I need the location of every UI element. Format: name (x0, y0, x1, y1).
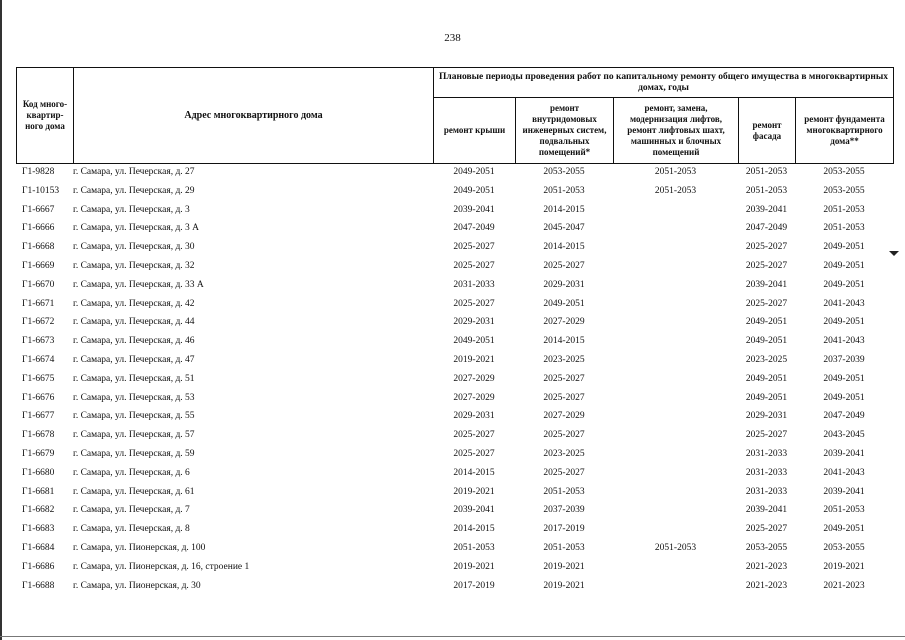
foundation-period: 2053-2055 (823, 167, 865, 177)
elevator-period: 2051-2053 (654, 167, 697, 177)
house-code: Г1-6679 (22, 448, 55, 459)
roof-period: 2049-2051 (453, 185, 495, 196)
roof-period: 2027-2029 (453, 373, 495, 384)
house-code: Г1-6675 (22, 373, 55, 384)
header-code: Код много-квартир-ного дома (17, 68, 74, 164)
foundation-period: 2053-2055 (823, 542, 865, 553)
engineering-period: 2017-2019 (543, 524, 585, 535)
house-code: Г1-6678 (22, 430, 55, 441)
roof-period: 2049-2051 (453, 167, 495, 177)
facade-period: 2025-2027 (745, 430, 788, 441)
table-row (16, 257, 893, 276)
engineering-period: 2023-2025 (543, 354, 585, 365)
house-address: г. Самара, ул. Печерская, д. 7 (73, 505, 190, 516)
foundation-period: 2043-2045 (823, 430, 865, 441)
foundation-period: 2039-2041 (823, 448, 865, 459)
house-address: г. Самара, ул. Печерская, д. 30 (73, 242, 195, 253)
house-code: Г1-6682 (22, 505, 55, 516)
house-code: Г1-9828 (22, 167, 55, 177)
foundation-period: 2041-2043 (823, 336, 865, 347)
engineering-period: 2025-2027 (543, 430, 585, 441)
house-code: Г1-6666 (22, 223, 55, 234)
table-row (16, 577, 893, 596)
facade-period: 2025-2027 (745, 524, 788, 535)
engineering-period: 2027-2029 (543, 411, 585, 422)
facade-period: 2053-2055 (745, 542, 788, 553)
facade-period: 2051-2053 (745, 185, 788, 196)
house-code: Г1-6669 (22, 260, 55, 271)
scan-left-border (0, 0, 2, 640)
house-address: г. Самара, ул. Пионерская, д. 16, строение 1 (73, 561, 250, 572)
house-address: г. Самара, ул. Печерская, д. 55 (73, 411, 195, 422)
house-address: г. Самара, ул. Печерская, д. 42 (73, 298, 195, 309)
roof-period: 2025-2027 (453, 448, 495, 459)
engineering-period: 2023-2025 (543, 448, 585, 459)
foundation-period: 2041-2043 (823, 467, 865, 478)
table-row (16, 313, 893, 332)
engineering-period: 2051-2053 (543, 486, 585, 497)
facade-period: 2021-2023 (745, 580, 788, 591)
house-code: Г1-6676 (22, 392, 55, 403)
engineering-period: 2014-2015 (543, 242, 585, 253)
table-row (16, 464, 893, 483)
house-address: г. Самара, ул. Пионерская, д. 100 (73, 542, 206, 553)
foundation-period: 2041-2043 (823, 298, 865, 309)
table-body (16, 163, 893, 595)
elevator-period: 2051-2053 (654, 185, 697, 196)
header-engineering: ремонт внутридомовых инженерных систем, подвальных помещений* (516, 98, 614, 164)
table-row (16, 445, 893, 464)
facade-period: 2049-2051 (745, 336, 788, 347)
engineering-period: 2027-2029 (543, 317, 585, 328)
roof-period: 2029-2031 (453, 411, 495, 422)
roof-period: 2039-2041 (453, 204, 495, 215)
engineering-period: 2051-2053 (543, 542, 585, 553)
table-row (16, 238, 893, 257)
facade-period: 2039-2041 (745, 505, 788, 516)
house-code: Г1-6673 (22, 336, 55, 347)
foundation-period: 2049-2051 (823, 373, 865, 384)
facade-period: 2031-2033 (745, 486, 788, 497)
table-row (16, 539, 893, 558)
engineering-period: 2019-2021 (543, 561, 585, 572)
roof-period: 2051-2053 (453, 542, 495, 553)
house-address: г. Самара, ул. Печерская, д. 29 (73, 185, 195, 196)
house-address: г. Самара, ул. Печерская, д. 57 (73, 430, 195, 441)
foundation-period: 2049-2051 (823, 242, 865, 253)
engineering-period: 2045-2047 (543, 223, 585, 234)
engineering-period: 2025-2027 (543, 392, 585, 403)
roof-period: 2039-2041 (453, 505, 495, 516)
roof-period: 2029-2031 (453, 317, 495, 328)
foundation-period: 2049-2051 (823, 524, 865, 535)
house-code: Г1-6671 (22, 298, 55, 309)
house-address: г. Самара, ул. Печерская, д. 3 А (73, 223, 200, 234)
house-address: г. Самара, ул. Печерская, д. 61 (73, 486, 195, 497)
facade-period: 2029-2031 (745, 411, 788, 422)
facade-period: 2039-2041 (745, 279, 788, 290)
roof-period: 2025-2027 (453, 430, 495, 441)
table-row (16, 520, 893, 539)
roof-period: 2027-2029 (453, 392, 495, 403)
engineering-period: 2025-2027 (543, 467, 585, 478)
facade-period: 2047-2049 (745, 223, 788, 234)
house-code: Г1-6684 (22, 542, 55, 553)
house-address: г. Самара, ул. Пионерская, д. 30 (73, 580, 201, 591)
facade-period: 2023-2025 (745, 354, 788, 365)
house-code: Г1-6680 (22, 467, 55, 478)
header-roof: ремонт крыши (434, 98, 516, 164)
foundation-period: 2037-2039 (823, 354, 865, 365)
house-code: Г1-6667 (22, 204, 55, 215)
engineering-period: 2037-2039 (543, 505, 585, 516)
house-address: г. Самара, ул. Печерская, д. 46 (73, 336, 195, 347)
house-address: г. Самара, ул. Печерская, д. 27 (73, 167, 195, 177)
facade-period: 2025-2027 (745, 242, 788, 253)
engineering-period: 2025-2027 (543, 260, 585, 271)
engineering-period: 2051-2053 (543, 185, 585, 196)
header-facade: ремонт фасада (739, 98, 796, 164)
header-foundation: ремонт фундамента многоквартирного дома** (796, 98, 894, 164)
house-address: г. Самара, ул. Печерская, д. 8 (73, 524, 190, 535)
facade-period: 2031-2033 (745, 467, 788, 478)
foundation-period: 2049-2051 (823, 260, 865, 271)
house-address: г. Самара, ул. Печерская, д. 51 (73, 373, 195, 384)
table-row (16, 295, 893, 314)
facade-period: 2021-2023 (745, 561, 788, 572)
table-header (16, 67, 894, 164)
foundation-period: 2049-2051 (823, 392, 865, 403)
house-code: Г1-6688 (22, 580, 55, 591)
scan-bottom-border (0, 636, 905, 637)
facade-period: 2025-2027 (745, 298, 788, 309)
facade-period: 2025-2027 (745, 260, 788, 271)
engineering-period: 2019-2021 (543, 580, 585, 591)
foundation-period: 2051-2053 (823, 505, 865, 516)
foundation-period: 2051-2053 (823, 223, 865, 234)
roof-period: 2019-2021 (453, 486, 495, 497)
roof-period: 2047-2049 (453, 223, 495, 234)
house-code: Г1-10153 (22, 185, 60, 196)
table-row (16, 558, 893, 577)
house-address: г. Самара, ул. Печерская, д. 47 (73, 354, 195, 365)
scroll-down-arrow-icon (889, 251, 899, 256)
house-code: Г1-6670 (22, 279, 55, 290)
table-row (16, 201, 893, 220)
roof-period: 2014-2015 (453, 467, 495, 478)
house-address: г. Самара, ул. Печерская, д. 44 (73, 317, 195, 328)
roof-period: 2014-2015 (453, 524, 495, 535)
elevator-period: 2051-2053 (654, 542, 697, 553)
house-address: г. Самара, ул. Печерская, д. 32 (73, 260, 195, 271)
table-row (16, 407, 893, 426)
foundation-period: 2049-2051 (823, 317, 865, 328)
table-row (16, 501, 893, 520)
foundation-period: 2051-2053 (823, 204, 865, 215)
roof-period: 2031-2033 (453, 279, 495, 290)
roof-period: 2019-2021 (453, 354, 495, 365)
foundation-period: 2019-2021 (823, 561, 865, 572)
facade-period: 2031-2033 (745, 448, 788, 459)
table-row (16, 276, 893, 295)
table-row (16, 163, 893, 182)
house-address: г. Самара, ул. Печерская, д. 59 (73, 448, 195, 459)
foundation-period: 2021-2023 (823, 580, 865, 591)
roof-period: 2025-2027 (453, 242, 495, 253)
foundation-period: 2053-2055 (823, 185, 865, 196)
house-address: г. Самара, ул. Печерская, д. 53 (73, 392, 195, 403)
table-row (16, 182, 893, 201)
page-number: 238 (444, 32, 461, 44)
engineering-period: 2014-2015 (543, 204, 585, 215)
facade-period: 2049-2051 (745, 392, 788, 403)
foundation-period: 2039-2041 (823, 486, 865, 497)
engineering-period: 2049-2051 (543, 298, 585, 309)
facade-period: 2051-2053 (745, 167, 788, 177)
roof-period: 2049-2051 (453, 336, 495, 347)
table-row (16, 370, 893, 389)
header-elevators: ремонт, замена, модернизация лифтов, ремонт лифтовых шахт, машинных и блочных помещений (614, 98, 739, 164)
house-address: г. Самара, ул. Печерская, д. 33 А (73, 279, 204, 290)
house-code: Г1-6681 (22, 486, 55, 497)
facade-period: 2049-2051 (745, 373, 788, 384)
roof-period: 2017-2019 (453, 580, 495, 591)
foundation-period: 2047-2049 (823, 411, 865, 422)
house-address: г. Самара, ул. Печерская, д. 6 (73, 467, 190, 478)
house-code: Г1-6668 (22, 242, 55, 253)
engineering-period: 2014-2015 (543, 336, 585, 347)
table-row (16, 426, 893, 445)
table-row (16, 389, 893, 408)
engineering-period: 2025-2027 (543, 373, 585, 384)
house-code: Г1-6677 (22, 411, 55, 422)
engineering-period: 2029-2031 (543, 279, 585, 290)
roof-period: 2025-2027 (453, 298, 495, 309)
table-row (16, 351, 893, 370)
table-row (16, 483, 893, 502)
house-code: Г1-6686 (22, 561, 55, 572)
table-row (16, 332, 893, 351)
roof-period: 2019-2021 (453, 561, 495, 572)
house-address: г. Самара, ул. Печерская, д. 3 (73, 204, 190, 215)
roof-period: 2025-2027 (453, 260, 495, 271)
facade-period: 2049-2051 (745, 317, 788, 328)
foundation-period: 2049-2051 (823, 279, 865, 290)
house-code: Г1-6674 (22, 354, 55, 365)
engineering-period: 2053-2055 (543, 167, 585, 177)
facade-period: 2039-2041 (745, 204, 788, 215)
table-row (16, 219, 893, 238)
header-address: Адрес многоквартирного дома (74, 68, 434, 164)
house-code: Г1-6672 (22, 317, 55, 328)
house-code: Г1-6683 (22, 524, 55, 535)
header-periods-title: Плановые периоды проведения работ по капитальному ремонту общего имущества в многоквартирных домах, годы (434, 68, 894, 98)
